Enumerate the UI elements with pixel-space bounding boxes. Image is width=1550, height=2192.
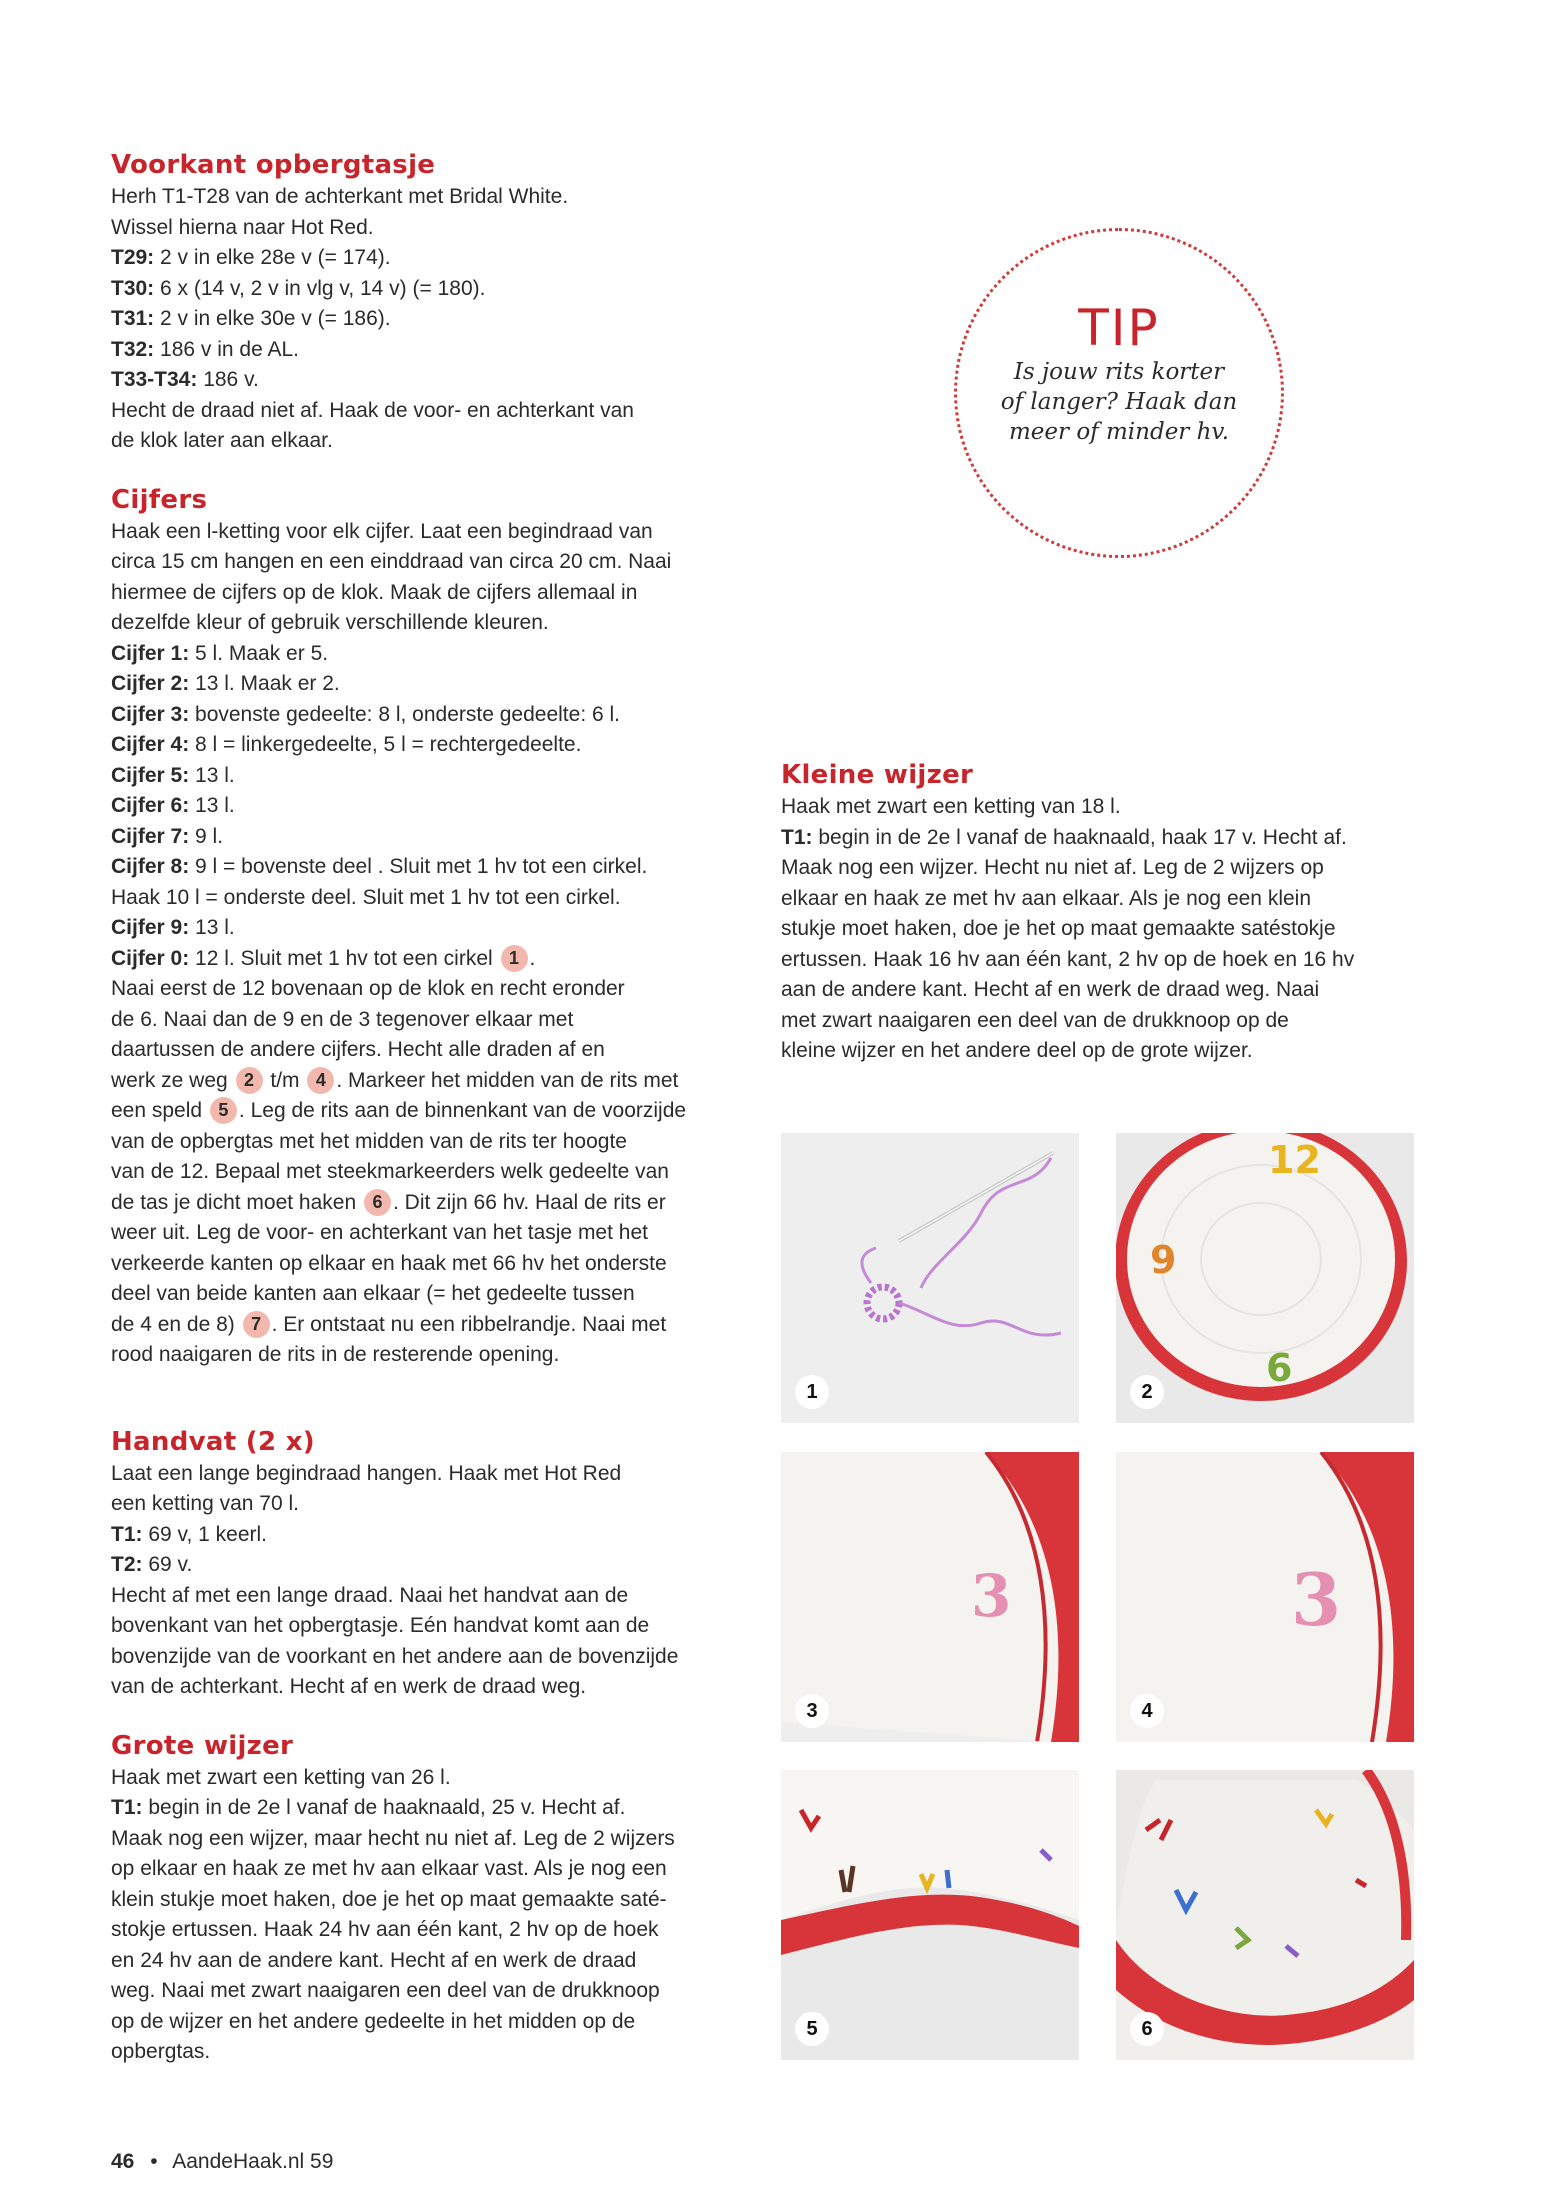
text-line: hiermee de cijfers op de klok. Maak de cijfers allemaal in (111, 580, 638, 604)
label: Cijfer 7: (111, 824, 190, 848)
label: T1: (111, 1522, 143, 1546)
section-voorkant (111, 148, 751, 457)
text-line: deel van beide kanten aan elkaar (= het gedeelte tussen (111, 1282, 635, 1305)
photo-illustration (781, 1133, 1079, 1423)
text-line: ertussen. Haak 16 hv aan één kant, 2 hv op de hoek en 16 hv (781, 947, 1355, 971)
photo-number: 3 (795, 1694, 829, 1728)
label: Cijfer 4: (111, 733, 190, 756)
text-line: Naai eerst de 12 bovenaan op de klok en recht eronder (111, 977, 625, 1000)
step-badge: 7 (243, 1311, 270, 1338)
text-line: T29: 2 v in elke 28e v (= 174). (111, 246, 391, 269)
section-heading: Grote wijzer (111, 1730, 294, 1761)
text-line: daartussen de andere cijfers. Hecht alle draden af en (111, 1038, 605, 1061)
label: Cijfer 2: (111, 672, 190, 695)
text-line: de 6. Naai dan de 9 en de 3 tegenover elkaar met (111, 1007, 574, 1031)
text-line: bovenkant van het opbergtasje. Eén handvat komt aan de (111, 1614, 650, 1637)
step-badge: 5 (210, 1097, 237, 1124)
step-badge: 2 (236, 1067, 263, 1094)
photo-illustration (1116, 1133, 1414, 1423)
text-line: T2: 69 v. (111, 1553, 193, 1576)
section-body (111, 1459, 751, 1703)
text-line: stukje moet haken, doe je het op maat gemaakte satéstokje (781, 917, 1336, 940)
text-line: verkeerde kanten op elkaar en haak met 66 hv het onderste (111, 1251, 667, 1275)
photo-illustration (781, 1452, 1079, 1742)
photo-illustration (1116, 1770, 1414, 2060)
section-kleine-wijzer (781, 758, 1421, 1067)
label: T33-T34: (111, 368, 198, 391)
section-body (781, 792, 1421, 1067)
photo-step-4 (1116, 1452, 1414, 1742)
photo-step-1 (781, 1133, 1079, 1423)
text-line: werk ze weg 2 t/m 4 . Markeer het midden van de rits met (111, 1068, 679, 1092)
text-line: de tas je dicht moet haken 6 . Dit zijn 66 hv. Haal de rits er (111, 1190, 666, 1214)
text-line: klein stukje moet haken, doe je het op maat gemaakte saté- (111, 1887, 667, 1911)
text-line: de 4 en de 8) 7 . Er ontstaat nu een ribbelrandje. Naai met (111, 1312, 667, 1336)
photo-number: 2 (1130, 1375, 1164, 1409)
text-line: op elkaar en haak ze met hv aan elkaar vast. Als je nog een (111, 1857, 667, 1880)
step-badge: 6 (364, 1189, 391, 1216)
section-grote-wijzer (111, 1729, 751, 2068)
photo-number: 5 (795, 2012, 829, 2046)
tip-line: Is jouw rits korter (1013, 359, 1225, 385)
text-line: aan de andere kant. Hecht af en werk de draad weg. Naai (781, 978, 1320, 1001)
section-handvat (111, 1425, 751, 1703)
text-line: T33-T34: 186 v. (111, 368, 259, 391)
section-heading: Voorkant opbergtasje (111, 150, 436, 180)
text-line: Haak een l-ketting voor elk cijfer. Laat een begindraad van (111, 519, 653, 543)
text-line: weg. Naai met zwart naaigaren een deel van de drukknoop (111, 1979, 660, 2002)
label: T31: (111, 307, 155, 330)
text-line: een speld 5 . Leg de rits aan de binnenkant van de voorzijde (111, 1099, 687, 1122)
label: T2: (111, 1553, 143, 1576)
cijfer-item: Cijfer 7: 9 l. (111, 824, 224, 848)
photo-digit: 3 (1291, 1557, 1342, 1642)
text-line: rood naaigaren de rits in de resterende opening. (111, 1343, 560, 1366)
page-number: 46 (111, 2150, 135, 2173)
photo-number: 6 (1130, 2012, 1164, 2046)
text-line: T1: begin in de 2e l vanaf de haaknaald, 25 v. Hecht af. (111, 1796, 626, 1819)
label: T32: (111, 337, 155, 361)
text-line: op de wijzer en het andere gedeelte in het midden op de (111, 2009, 636, 2033)
text-line: T1: begin in de 2e l vanaf de haaknaald, haak 17 v. Hecht af. (781, 825, 1347, 849)
text-line: Herh T1-T28 van de achterkant met Bridal White. (111, 185, 569, 208)
text-line: Maak nog een wijzer. Hecht nu niet af. Leg de 2 wijzers op (781, 856, 1324, 879)
label: T1: (111, 1796, 143, 1819)
cijfer-item: Haak 10 l = onderste deel. Sluit met 1 hv tot een cirkel. (111, 885, 621, 909)
svg-text:6: 6 (1266, 1346, 1293, 1390)
label: T1: (781, 825, 813, 849)
photo-digit: 3 (971, 1562, 1012, 1630)
photo-step-5 (781, 1770, 1079, 2060)
cijfer-item: Cijfer 4: 8 l = linkergedeelte, 5 l = rechtergedeelte. (111, 733, 582, 756)
text-line: Laat een lange begindraad hangen. Haak met Hot Red (111, 1461, 622, 1485)
text-line: de klok later aan elkaar. (111, 429, 333, 452)
label: Cijfer 9: (111, 916, 190, 939)
label: Cijfer 1: (111, 641, 190, 665)
text-line: T32: 186 v in de AL. (111, 337, 299, 361)
photo-number: 4 (1130, 1694, 1164, 1728)
section-heading: Kleine wijzer (781, 760, 974, 790)
text-line: T1: 69 v, 1 keerl. (111, 1522, 268, 1546)
cijfer-item: Cijfer 6: 13 l. (111, 794, 235, 817)
text-line: Maak nog een wijzer, maar hecht nu niet af. Leg de 2 wijzers (111, 1826, 675, 1850)
page-footer (111, 2150, 333, 2174)
tip-line: of langer? Haak dan (1000, 389, 1238, 415)
text-line: van de opbergtas met het midden van de rits ter hoogte (111, 1129, 627, 1153)
section-cijfers (111, 483, 751, 1371)
section-body (111, 1763, 751, 2068)
photo-step-2 (1116, 1133, 1414, 1423)
left-column (111, 148, 751, 2068)
text-line: Cijfer 0: 12 l. Sluit met 1 hv tot een cirkel 1 . (111, 946, 536, 970)
magazine-name: AandeHaak.nl 59 (172, 2150, 334, 2173)
photo-step-6 (1116, 1770, 1414, 2060)
text-line: Wissel hierna naar Hot Red. (111, 215, 374, 239)
text-line: dezelfde kleur of gebruik verschillende kleuren. (111, 611, 549, 634)
tip-title: TIP (1078, 299, 1160, 357)
cijfer-item: Cijfer 5: 13 l. (111, 763, 235, 787)
cijfer-item: Cijfer 9: 13 l. (111, 916, 235, 939)
text-line: Haak met zwart een ketting van 18 l. (781, 795, 1121, 818)
text-line: van de achterkant. Hecht af en werk de draad weg. (111, 1675, 587, 1698)
cijfers-list (111, 639, 751, 944)
text-line: een ketting van 70 l. (111, 1492, 299, 1515)
text-line: kleine wijzer en het andere deel op de grote wijzer. (781, 1039, 1253, 1062)
section-heading: Cijfers (111, 484, 208, 515)
text-line: bovenzijde van de voorkant en het andere aan de bovenzijde (111, 1644, 679, 1668)
text-line: elkaar en haak ze met hv aan elkaar. Als je nog een klein (781, 886, 1312, 910)
text-line: met zwart naaigaren een deel van de drukknoop op de (781, 1008, 1289, 1032)
text-line: weer uit. Leg de voor- en achterkant van het tasje met het (111, 1221, 648, 1244)
label: T30: (111, 276, 155, 300)
step-badge: 4 (307, 1067, 334, 1094)
right-column (781, 758, 1421, 1067)
tip-box (954, 228, 1284, 558)
text-line: en 24 hv aan de andere kant. Hecht af en werk de draad (111, 1948, 637, 1972)
svg-text:9: 9 (1150, 1238, 1177, 1282)
footer-separator: • (150, 2150, 158, 2173)
step-badge: 1 (501, 945, 528, 972)
text-line: Hecht de draad niet af. Haak de voor- en achterkant van (111, 398, 634, 422)
tip-text (957, 357, 1281, 447)
section-heading: Handvat (2 x) (111, 1426, 315, 1457)
section-body (111, 182, 751, 457)
svg-text:12: 12 (1268, 1138, 1321, 1182)
text-line: T30: 6 x (14 v, 2 v in vlg v, 14 v) (= 180). (111, 276, 486, 300)
text-line: stokje ertussen. Haak 24 hv aan één kant, 2 hv op de hoek (111, 1918, 659, 1941)
label: Cijfer 6: (111, 794, 190, 817)
photo-illustration (781, 1770, 1079, 2060)
photo-step-3 (781, 1452, 1079, 1742)
label: Cijfer 5: (111, 763, 190, 787)
label: Cijfer 8: (111, 855, 190, 878)
cijfer-item: Cijfer 1: 5 l. Maak er 5. (111, 641, 329, 665)
text-line: T31: 2 v in elke 30e v (= 186). (111, 307, 391, 330)
photo-illustration (1116, 1452, 1414, 1742)
cijfer-item: Cijfer 8: 9 l = bovenste deel . Sluit met 1 hv tot een cirkel. (111, 855, 648, 878)
label: Cijfer 0: (111, 946, 190, 970)
text-line: circa 15 cm hangen en een einddraad van circa 20 cm. Naai (111, 550, 672, 573)
photo-number: 1 (795, 1375, 829, 1409)
label: Cijfer 3: (111, 702, 190, 726)
tip-line: meer of minder hv. (1008, 419, 1230, 445)
cijfer-item: Cijfer 3: bovenste gedeelte: 8 l, onderste gedeelte: 6 l. (111, 702, 620, 726)
cijfer-item: Cijfer 2: 13 l. Maak er 2. (111, 672, 340, 695)
text-line: opbergtas. (111, 2040, 211, 2063)
text-line: van de 12. Bepaal met steekmarkeerders welk gedeelte van (111, 1160, 669, 1183)
text-line: Haak met zwart een ketting van 26 l. (111, 1765, 451, 1789)
text-line: Hecht af met een lange draad. Naai het handvat aan de (111, 1583, 629, 1607)
label: T29: (111, 246, 155, 269)
